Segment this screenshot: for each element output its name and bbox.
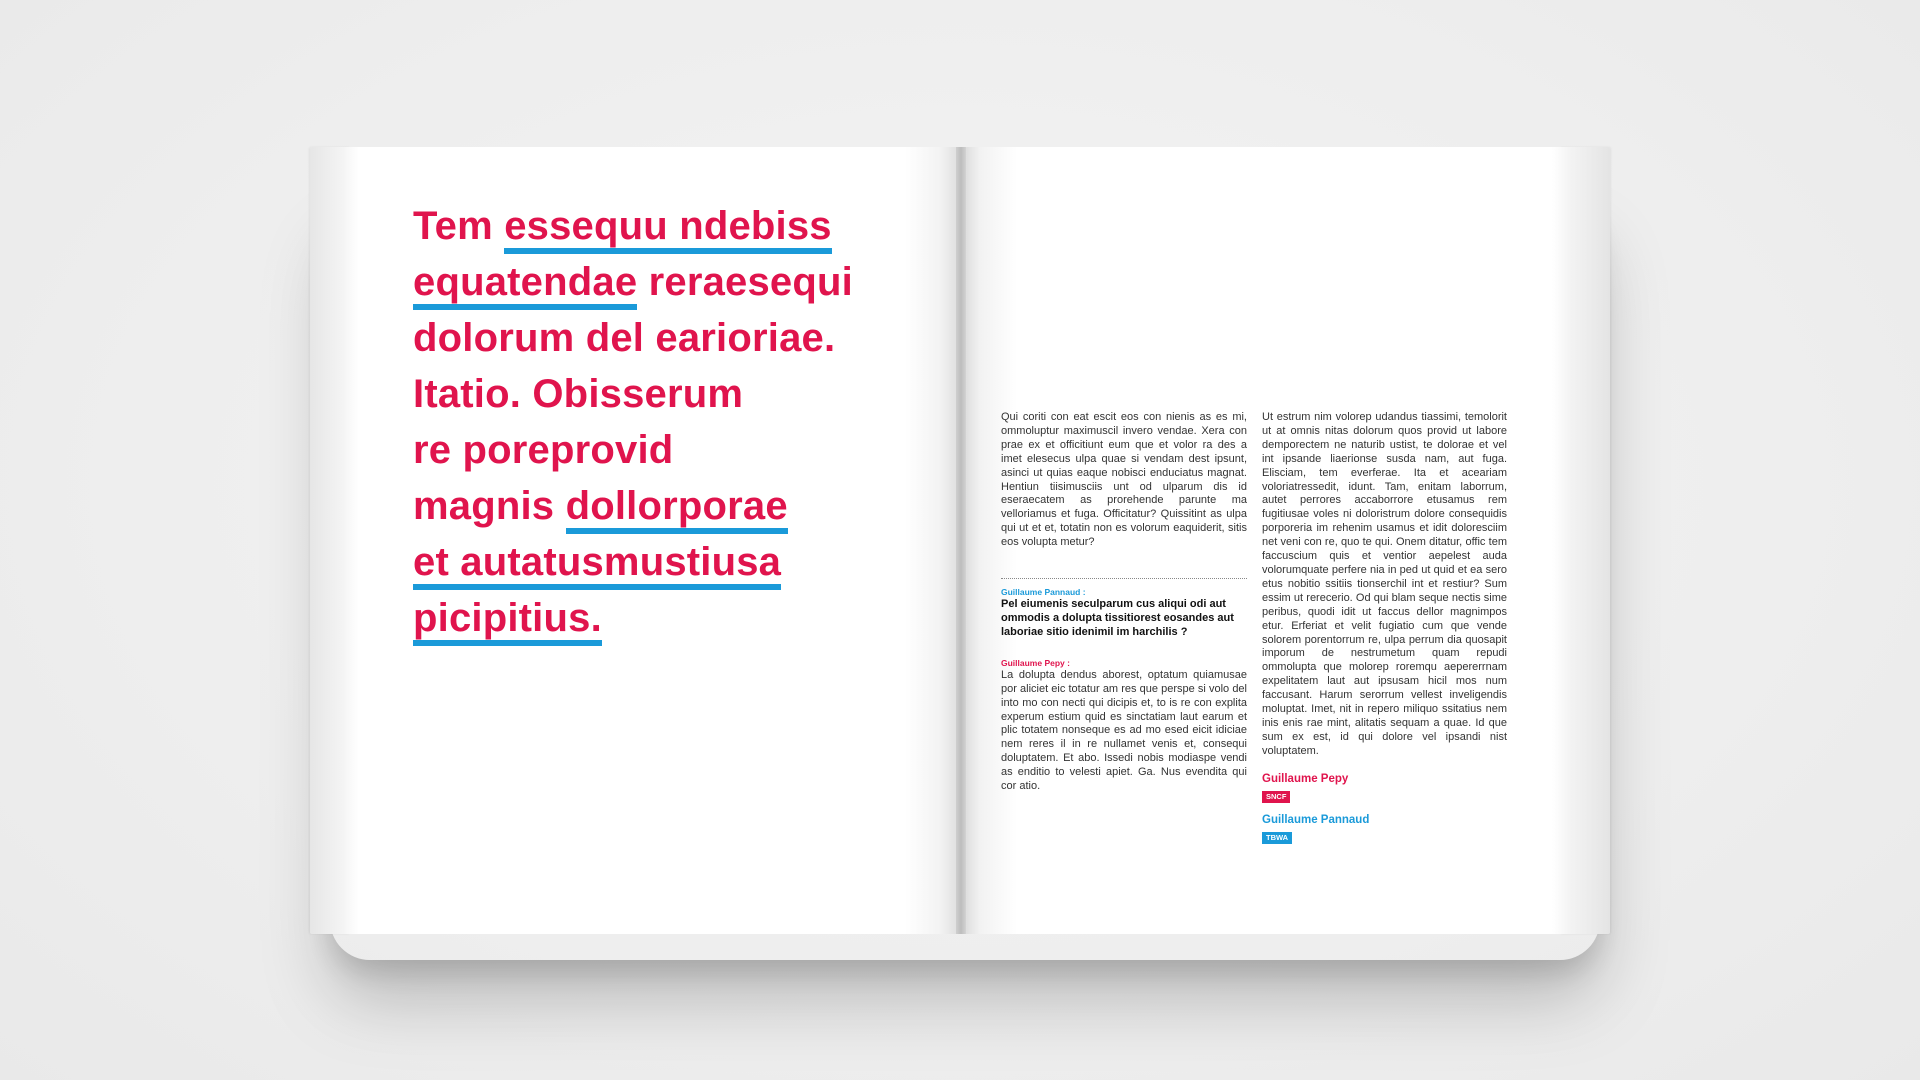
headline-line-1: Tem essequu ndebiss [413,198,933,254]
headline [413,198,933,646]
headline-underline: picipitius. [413,596,602,646]
headline-line-3: dolorum del earioriae. [413,316,836,360]
book-spine [956,147,966,934]
answer-paragraph-part-2: Ut estrum nim volorep udandus tiassimi, temolorit ut at omnis nitas dolorum quos provid ut labore demporectem ne naturib ustist, te dolorae et vel int ipsande liaerionse susda nam, aut fuga. Elisciam, tem everferae. Ita et aceariam voloriatressedit, idunt. Tam, enitam laborrum, autet perrores accaborrore etusamus rem fugitiusae voles ni doloristrum dolore consequidis porporeria im rehenim usamus et idit doloresciim net veni con re, quo te qui. Onem ditatur, offic tem faccuscium quis et ventior aepelest auda volorumquate perfere nia in ped ut quid et ea sero etus nobitio ssitiis tionserchil int et restiur? Sum essim ut rerecerio. Od qui blam seque nectis sime peribus, quodi idit ut faccus dellor magnimpos etur. Erferiat et velit fugiatio cum que vende solorem porentorrum re, ulpa perrum dia quosapit imporum de nestrumetum quam repudi ommolupta que molorep roremqu aepererrnam expelitatem laut aut ipsusam hicil mos num faccusant. Harum serorrum vellest inveligendis moluptat. Imet, nit in repero miliquo ssitatius nem inis enis rae mint, alitatis sequam a quae. Id que sum ex est, id qui dolore vel ipsandi nist voluptatem. [1262,411,1507,757]
signature-pannaud [1262,813,1369,845]
org-badge: SNCF [1262,791,1290,803]
org-badge: TBWA [1262,832,1292,844]
answer-speaker: Guillaume Pepy : [1001,657,1070,668]
interview-column-left [1001,411,1247,794]
headline-line-2: equatendae reraesequi [413,254,933,310]
headline-line-6: magnis dollorporae [413,478,933,534]
signature-name: Guillaume Pepy [1262,773,1349,785]
headline-underline: et autatusmustiusa [413,540,781,590]
headline-underline: essequu ndebiss [504,204,832,254]
question-speaker: Guillaume Pannaud : [1001,587,1086,598]
cover-edge-left [310,147,350,934]
headline-underline: dollorporae [566,484,788,534]
signature-name: Guillaume Pannaud [1262,814,1370,826]
headline-line-7 [413,534,933,590]
question-text: Pel eiumenis seculparum cus aliqui odi aut ommodis a dolupta tissitiorest eosandes aut laboriae sitio idenimil im harchilis ? [1001,598,1234,638]
interview-column-right [1262,411,1507,759]
answer-paragraph-part-1: La dolupta dendus aborest, optatum quiamusae por aliciet eic totatur am res que perspe si volo del into mo con necti qui dicipis et, to is re con explita experum estium quid es sinctatiam laut earum et plic totatem nonseque es ad mo esed eicit idiciae nem reres il in re nullamet venis et, consequi doluptatem. Et abo. Issedi nobis modiaspe vendi as enditio to velesti apiet. Ga. Nus evendita qui cor atio. [1001,668,1247,793]
dotted-divider [1001,578,1247,579]
headline-line-4: Itatio. Obisserum [413,372,744,416]
headline-line-5: re poreprovid [413,428,674,472]
headline-line-8 [413,590,933,646]
headline-underline: equatendae [413,260,637,310]
signature-pepy [1262,772,1348,804]
intro-paragraph: Qui coriti con eat escit eos con nienis as es mi, ommoluptur maximuscil invero vendae. Xera con prae ex et officitiunt eum que et volor ra des a imet elesecus ulpa quae si vendam dest ipsunt, asinci ut quias eaque nobisci enduciatus magnat. Hentiun tiisimusciis unt od ulparum dis id eseraecatem as prorehende parunte ma velloriamus et fuga. Officitatur? Quissitint as ulpa qui ut et et, totatin non es volorum eaquiderit, sitis eos volupta metur? [1001,411,1247,549]
